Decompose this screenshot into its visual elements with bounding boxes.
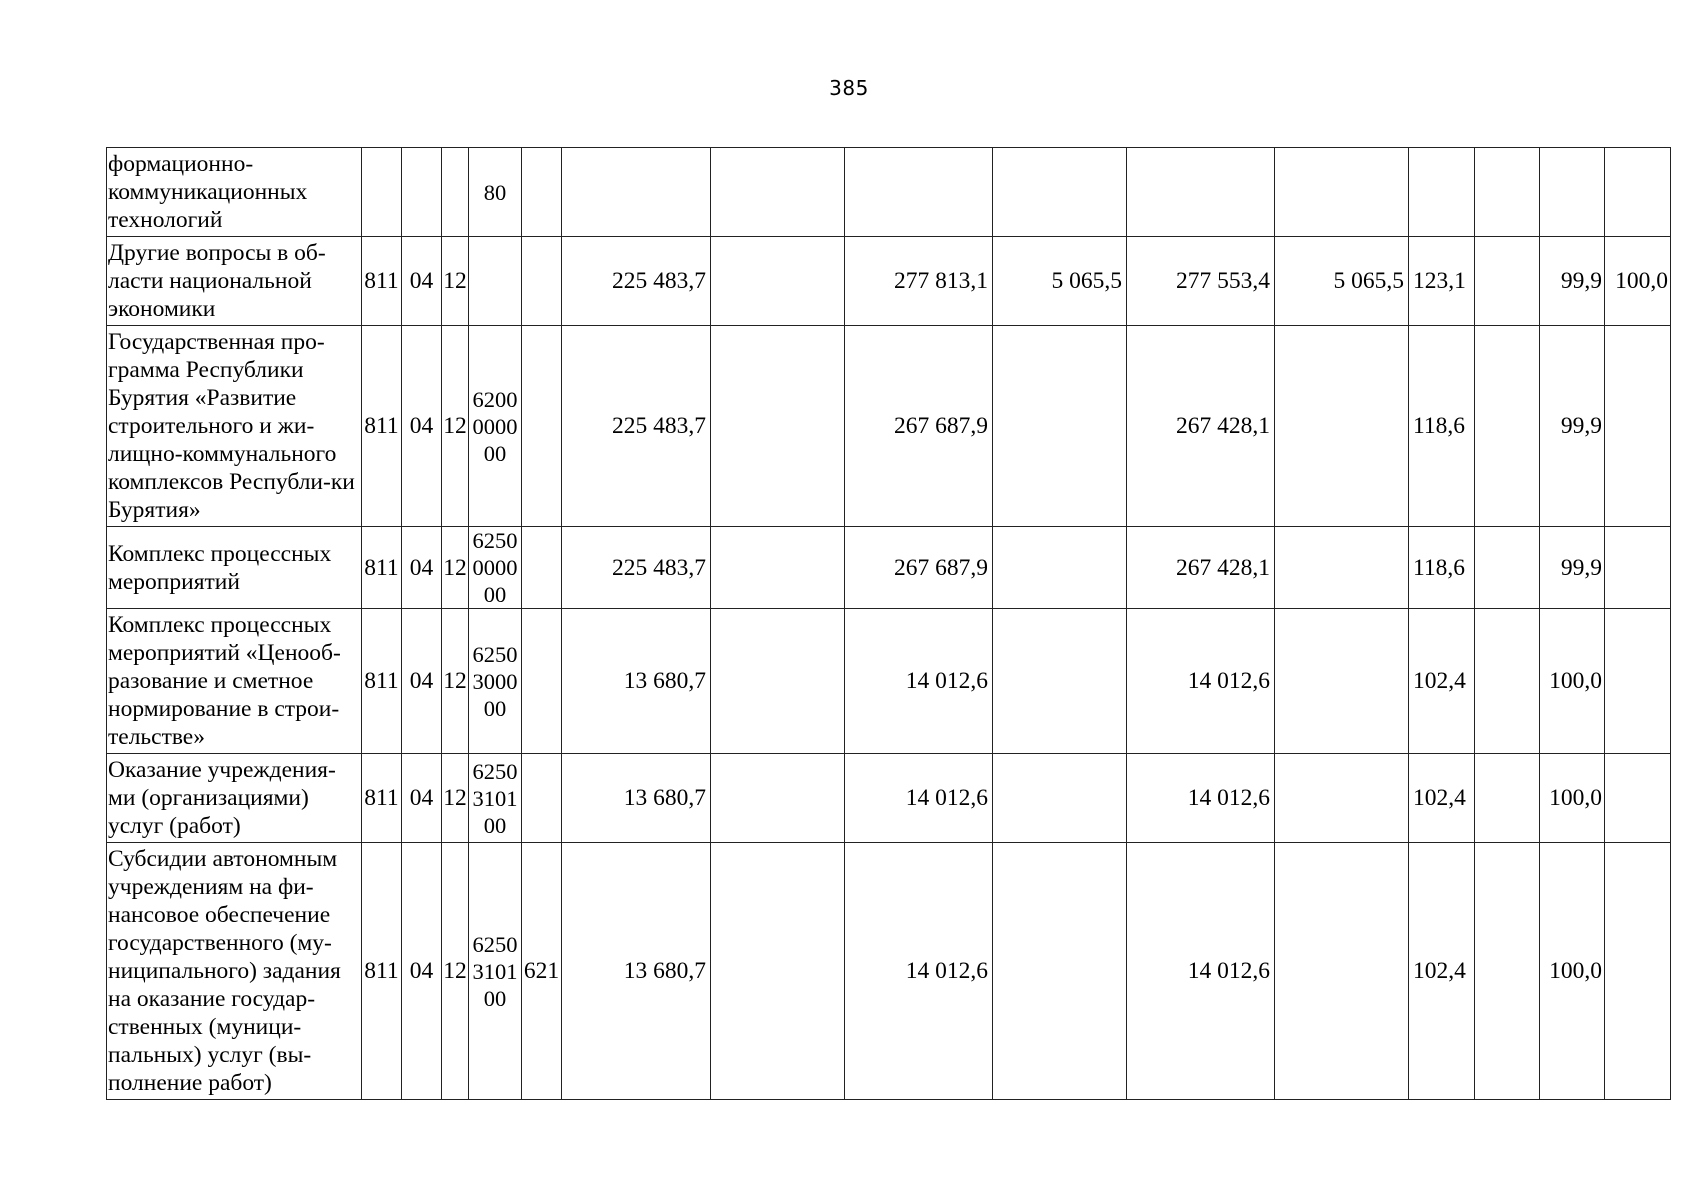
value-cell-5: 14 012,6 [1127, 843, 1275, 1100]
value-cell-6: 5 065,5 [1275, 237, 1409, 326]
value-cell-6 [1275, 754, 1409, 843]
value-cell-4: 5 065,5 [993, 237, 1127, 326]
gr-code-cell [362, 148, 402, 237]
value-cell-4 [993, 754, 1127, 843]
vr-code-cell [522, 326, 562, 527]
cs-code-cell: 6250 3101 00 [469, 754, 522, 843]
percent-cell-4 [1605, 609, 1671, 754]
percent-cell-2 [1475, 609, 1540, 754]
value-cell-5: 14 012,6 [1127, 609, 1275, 754]
value-cell-1: 225 483,7 [562, 527, 711, 609]
cs-code-cell: 6250 3000 00 [469, 609, 522, 754]
pr-code-cell: 12 [442, 754, 469, 843]
gr-code-cell: 811 [362, 754, 402, 843]
vr-code-cell [522, 237, 562, 326]
table-row [107, 237, 1671, 326]
percent-cell-3 [1540, 148, 1605, 237]
value-cell-5: 14 012,6 [1127, 754, 1275, 843]
percent-cell-3: 99,9 [1540, 326, 1605, 527]
value-cell-2 [711, 148, 845, 237]
cs-code-cell: 6250 0000 00 [469, 527, 522, 609]
percent-cell-1: 102,4 [1409, 754, 1475, 843]
budget-table [106, 147, 1671, 1100]
value-cell-3: 14 012,6 [845, 609, 993, 754]
percent-cell-2 [1475, 754, 1540, 843]
rz-code-cell: 04 [402, 754, 442, 843]
value-cell-3 [845, 148, 993, 237]
value-cell-3: 14 012,6 [845, 843, 993, 1100]
value-cell-5 [1127, 148, 1275, 237]
value-cell-6 [1275, 326, 1409, 527]
value-cell-3: 267 687,9 [845, 326, 993, 527]
percent-cell-1: 118,6 [1409, 527, 1475, 609]
gr-code-cell: 811 [362, 609, 402, 754]
cs-code-cell: 6200 0000 00 [469, 326, 522, 527]
value-cell-1: 225 483,7 [562, 237, 711, 326]
gr-code-cell: 811 [362, 527, 402, 609]
row-name-cell: Оказание учреждения-ми (организациями) услуг (работ) [107, 754, 362, 843]
percent-cell-4 [1605, 326, 1671, 527]
rz-code-cell: 04 [402, 843, 442, 1100]
value-cell-1: 13 680,7 [562, 754, 711, 843]
percent-cell-1: 102,4 [1409, 609, 1475, 754]
value-cell-3: 14 012,6 [845, 754, 993, 843]
gr-code-cell: 811 [362, 237, 402, 326]
vr-code-cell [522, 527, 562, 609]
percent-cell-2 [1475, 843, 1540, 1100]
rz-code-cell: 04 [402, 527, 442, 609]
row-name-cell: Субсидии автономным учреждениям на фи-нансовое обеспечение государственного (му-ниципального) задания на оказание государ-ственных (муници-пальных) услуг (вы-полнение работ) [107, 843, 362, 1100]
value-cell-3: 267 687,9 [845, 527, 993, 609]
row-name-cell: формационно-коммуникационных технологий [107, 148, 362, 237]
value-cell-1 [562, 148, 711, 237]
percent-cell-2 [1475, 237, 1540, 326]
value-cell-2 [711, 843, 845, 1100]
percent-cell-3: 100,0 [1540, 754, 1605, 843]
vr-code-cell: 621 [522, 843, 562, 1100]
rz-code-cell: 04 [402, 237, 442, 326]
value-cell-2 [711, 754, 845, 843]
value-cell-4 [993, 609, 1127, 754]
value-cell-5: 267 428,1 [1127, 527, 1275, 609]
percent-cell-4 [1605, 843, 1671, 1100]
cs-code-cell: 80 [469, 148, 522, 237]
pr-code-cell: 12 [442, 609, 469, 754]
gr-code-cell: 811 [362, 843, 402, 1100]
value-cell-2 [711, 326, 845, 527]
rz-code-cell: 04 [402, 326, 442, 527]
percent-cell-1 [1409, 148, 1475, 237]
percent-cell-2 [1475, 326, 1540, 527]
value-cell-4 [993, 527, 1127, 609]
value-cell-2 [711, 609, 845, 754]
percent-cell-1: 123,1 [1409, 237, 1475, 326]
table-row [107, 527, 1671, 609]
percent-cell-4 [1605, 148, 1671, 237]
percent-cell-1: 102,4 [1409, 843, 1475, 1100]
table-row [107, 754, 1671, 843]
percent-cell-2 [1475, 148, 1540, 237]
percent-cell-1: 118,6 [1409, 326, 1475, 527]
page-number: 385 [829, 76, 869, 100]
percent-cell-3: 100,0 [1540, 843, 1605, 1100]
value-cell-2 [711, 237, 845, 326]
table-row [107, 326, 1671, 527]
table-row [107, 609, 1671, 754]
value-cell-3: 277 813,1 [845, 237, 993, 326]
value-cell-6 [1275, 609, 1409, 754]
percent-cell-3: 99,9 [1540, 527, 1605, 609]
cs-code-cell: 6250 3101 00 [469, 843, 522, 1100]
cs-code-cell [469, 237, 522, 326]
pr-code-cell: 12 [442, 527, 469, 609]
value-cell-5: 277 553,4 [1127, 237, 1275, 326]
percent-cell-2 [1475, 527, 1540, 609]
percent-cell-3: 100,0 [1540, 609, 1605, 754]
value-cell-4 [993, 148, 1127, 237]
value-cell-2 [711, 527, 845, 609]
percent-cell-3: 99,9 [1540, 237, 1605, 326]
percent-cell-4: 100,0 [1605, 237, 1671, 326]
value-cell-6 [1275, 148, 1409, 237]
value-cell-6 [1275, 843, 1409, 1100]
percent-cell-4 [1605, 754, 1671, 843]
table-row [107, 843, 1671, 1100]
row-name-cell: Государственная про-грамма Республики Бурятия «Развитие строительного и жи-лищно-коммунального комплексов Республи-ки Бурятия» [107, 326, 362, 527]
value-cell-1: 13 680,7 [562, 843, 711, 1100]
percent-cell-4 [1605, 527, 1671, 609]
value-cell-4 [993, 843, 1127, 1100]
vr-code-cell [522, 609, 562, 754]
rz-code-cell [402, 148, 442, 237]
row-name-cell: Комплекс процессных мероприятий [107, 527, 362, 609]
vr-code-cell [522, 148, 562, 237]
value-cell-4 [993, 326, 1127, 527]
value-cell-1: 225 483,7 [562, 326, 711, 527]
pr-code-cell: 12 [442, 843, 469, 1100]
value-cell-6 [1275, 527, 1409, 609]
pr-code-cell: 12 [442, 237, 469, 326]
table-row [107, 148, 1671, 237]
pr-code-cell [442, 148, 469, 237]
gr-code-cell: 811 [362, 326, 402, 527]
value-cell-1: 13 680,7 [562, 609, 711, 754]
rz-code-cell: 04 [402, 609, 442, 754]
pr-code-cell: 12 [442, 326, 469, 527]
vr-code-cell [522, 754, 562, 843]
row-name-cell: Другие вопросы в об-ласти национальной экономики [107, 237, 362, 326]
row-name-cell: Комплекс процессных мероприятий «Ценооб-разование и сметное нормирование в строи-тельстве» [107, 609, 362, 754]
value-cell-5: 267 428,1 [1127, 326, 1275, 527]
